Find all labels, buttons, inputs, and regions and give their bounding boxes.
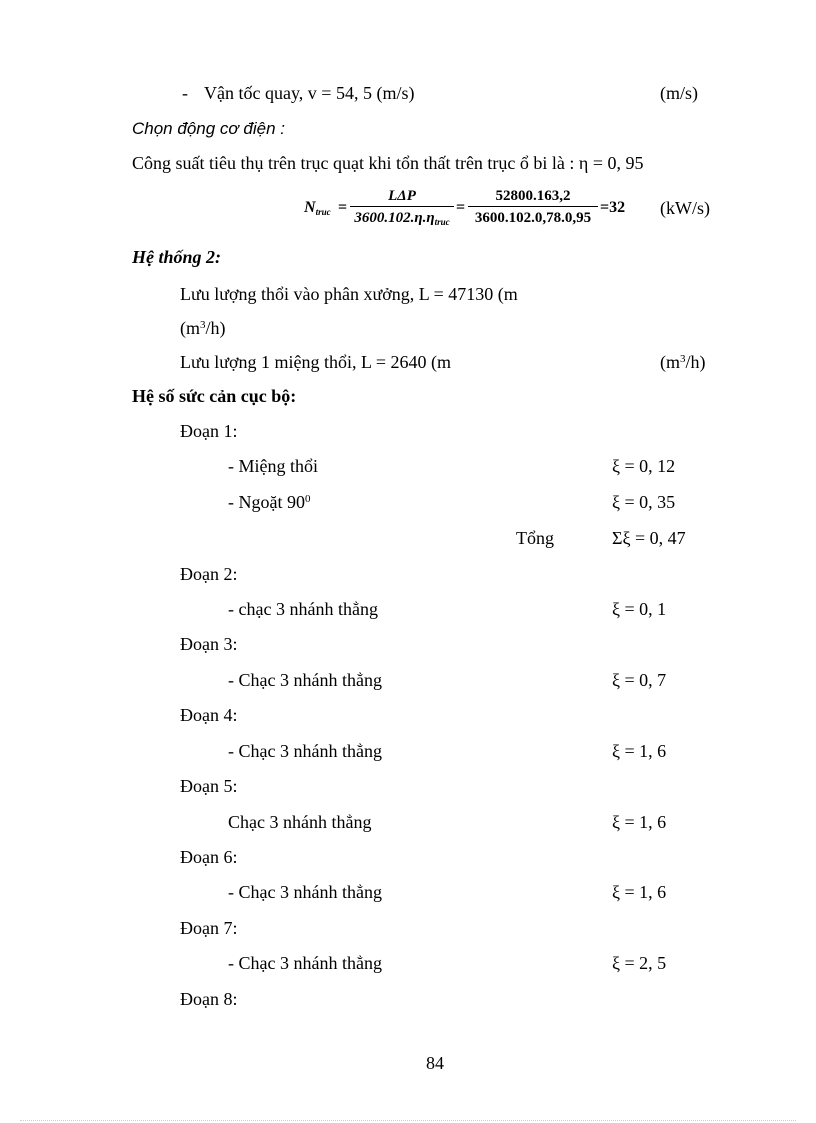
section-title: Đoạn 3:	[180, 634, 238, 654]
formula-equals-2: =	[456, 199, 466, 216]
total-value: Σξ = 0, 47	[612, 528, 686, 548]
formula-fraction-1	[350, 186, 454, 227]
section-title: Đoạn 7:	[180, 918, 238, 938]
formula-unit: (kW/s)	[660, 198, 710, 218]
item-label: - Miệng thổi	[228, 456, 318, 476]
flow-total-unit: $(m^3/h)$	[180, 318, 226, 338]
item-value: ξ = 1, 6	[612, 741, 667, 761]
power-consumption-line: Công suất tiêu thụ trên trục quạt khi tổn thất trên trục ổ bi là : η = 0, 95	[132, 153, 644, 173]
page-number: 84	[426, 1053, 444, 1073]
fraction-2-denominator: 3600.102.0,78.0,95	[474, 210, 592, 226]
formula-lhs: $N_{truc}$	[304, 199, 331, 217]
flow-outlet-line: Lưu lượng 1 miệng thổi, L = 2640 (m	[180, 352, 451, 372]
section-title: Đoạn 6:	[180, 847, 238, 867]
total-label: Tổng	[516, 528, 554, 548]
item-value: ξ = 1, 6	[612, 812, 667, 832]
item-value: ξ = 1, 6	[612, 882, 667, 902]
flow-outlet-unit: $(m^3/h)$	[660, 352, 706, 372]
page-bottom-rule	[20, 1120, 796, 1121]
item-label: - Chạc 3 nhánh thẳng	[228, 953, 382, 973]
item-label: - chạc 3 nhánh thẳng	[228, 599, 378, 619]
item-label: - Chạc 3 nhánh thẳng	[228, 670, 382, 690]
section-title: Đoạn 1:	[180, 421, 238, 441]
item-value: ξ = 0, 35	[612, 492, 676, 512]
formula-equals-1: =	[338, 199, 348, 216]
system-2-heading: Hệ thống 2:	[132, 247, 222, 267]
speed-line-text: Vận tốc quay, v = 54, 5 (m/s)	[204, 83, 415, 103]
fraction-2-numerator: 52800.163,2	[495, 188, 571, 204]
speed-bullet: -	[182, 83, 188, 103]
fraction-1-numerator: LΔP	[388, 188, 416, 204]
item-label: Chạc 3 nhánh thẳng	[228, 812, 372, 832]
section-title: Đoạn 5:	[180, 776, 238, 796]
fraction-1-denominator: $3600.102.\eta.\eta_{truc}$	[354, 210, 450, 227]
item-value: ξ = 0, 7	[612, 670, 667, 690]
motor-heading: Chọn động cơ điện :	[132, 119, 285, 138]
item-label: - Chạc 3 nhánh thẳng	[228, 741, 382, 761]
item-label: - Ngoặt $90^0$	[228, 492, 311, 512]
section-title: Đoạn 8:	[180, 989, 238, 1009]
section-title: Đoạn 2:	[180, 564, 238, 584]
flow-total-line: Lưu lượng thổi vào phân xưởng, L = 47130 (m	[180, 284, 518, 304]
item-value: ξ = 2, 5	[612, 953, 667, 973]
local-resistance-heading: Hệ số sức cản cục bộ:	[132, 386, 297, 406]
formula-result: =32	[600, 199, 626, 216]
item-value: ξ = 0, 12	[612, 456, 676, 476]
item-value: ξ = 0, 1	[612, 599, 667, 619]
speed-line-unit: (m/s)	[660, 83, 698, 103]
formula-fraction-2	[468, 186, 598, 227]
section-title: Đoạn 4:	[180, 705, 238, 725]
item-label: - Chạc 3 nhánh thẳng	[228, 882, 382, 902]
